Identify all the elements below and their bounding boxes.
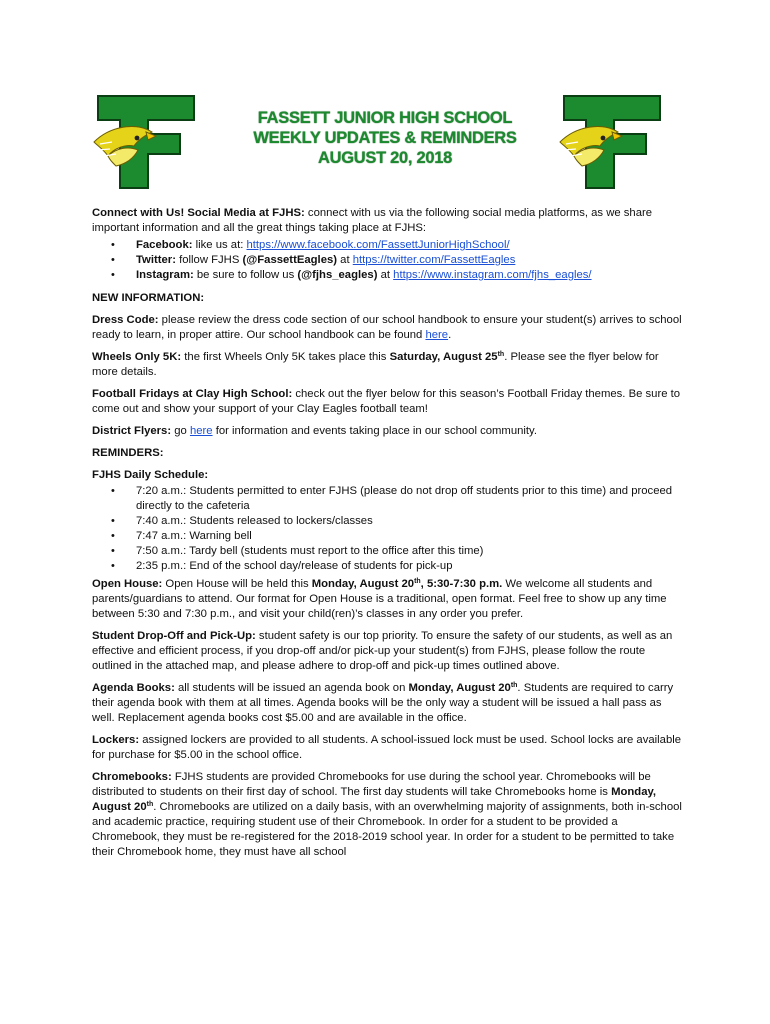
agenda-paragraph [92,681,682,726]
dress-code-end: . [448,329,452,341]
open-house-date-text: Monday, August 20 [311,578,415,590]
open-house-date-sup: th [414,578,421,585]
football-paragraph [92,387,682,417]
agenda-text: all students will be issued an agenda book on [174,682,409,694]
list-item-instagram [136,268,682,283]
chromebooks-end: . Chromebooks are utilized on a daily basis, with an overwhelming majority of assignments, both in-school and academic practice, requiring student use of their Chromebook. In order for a student to be provided a Chromebook, they must be re-registered for the 2018-2019 school year. In order for a student to be permitted to take their Chromebook home, they must have all school [92,801,682,858]
open-house-end: We welcome all students and parents/guardians to attend. Our format for Open House is a traditional, open format. Feel free to show up any time between 5:30 and 7:30 p.m., and visit your child(ren)’s classes in any order you prefer. [92,578,667,620]
dropoff-label: Student Drop-Off and Pick-Up: [92,630,256,642]
wheels-date-text: Saturday, August 25 [389,351,498,363]
instagram-handle: (@fjhs_eagles) [297,269,378,281]
dropoff-paragraph [92,629,682,674]
flyers-link[interactable]: here [189,425,213,437]
list-item-twitter [136,253,682,268]
twitter-text: follow FJHS [175,254,243,266]
agenda-date [409,682,518,694]
chromebooks-text: FJHS students are provided Chromebooks for use during the school year. Chromebooks will be distributed to students on their first day of school. The first day students will take Chromebooks home is [92,771,651,798]
handbook-link[interactable]: here [425,329,449,341]
open-house-label: Open House: [92,578,163,590]
eagle-f-logo-right [556,92,666,192]
lockers-label: Lockers: [92,734,140,746]
twitter-handle: (@FassettEagles) [242,254,338,266]
school-title: FASSETT JUNIOR HIGH SCHOOL [257,109,513,127]
eagle-f-logo-left [90,92,200,192]
wheels-text: the first Wheels Only 5K takes place this [181,351,390,363]
chromebooks-label: Chromebooks: [92,771,172,783]
flyers-text: go [171,425,190,437]
lockers-text: assigned lockers are provided to all students. A school-issued lock must be used. School locks are available for purchase for $5.00 in the school office. [92,734,682,761]
connect-text: connect with us via the following social media platforms, as we share important information and all the great things taking place at FJHS: [92,207,653,234]
wheels-date-sup: th [497,351,505,358]
instagram-label: Instagram: [136,269,194,281]
connect-label: Connect with Us! Social Media at FJHS: [92,207,305,219]
twitter-link[interactable]: https://twitter.com/FassettEagles [352,254,516,266]
open-house-date [312,578,503,590]
open-house-text: Open House will be held this [162,578,312,590]
instagram-text: be sure to follow us [193,269,298,281]
list-item: • 7:50 a.m.: Tardy bell (students must report to the office after this time) [136,544,682,559]
reminders-heading: REMINDERS: [92,447,164,459]
wheels-label: Wheels Only 5K: [92,351,182,363]
facebook-link[interactable]: https://www.facebook.com/FassettJuniorHighSchool/ [246,239,510,251]
facebook-label: Facebook: [136,239,193,251]
lockers-paragraph [92,733,682,763]
wheels-date [390,351,505,363]
title-block [200,108,570,168]
open-house-paragraph [92,577,682,622]
list-item: • 7:20 a.m.: Students permitted to enter FJHS (please do not drop off students prior to this time) and proceed directly to the cafeteria [136,484,682,514]
newsletter-body [92,206,682,867]
schedule-label-paragraph [92,468,682,483]
date-title: AUGUST 20, 2018 [318,149,452,167]
dress-code-paragraph [92,313,682,343]
list-item: • 7:40 a.m.: Students released to lockers/classes [136,514,682,529]
dress-code-label: Dress Code: [92,314,159,326]
football-label: Football Fridays at Clay High School: [92,388,293,400]
facebook-text: like us at: [192,239,247,251]
list-item: • 2:35 p.m.: End of the school day/release of students for pick-up [136,559,682,574]
connect-paragraph [92,206,682,236]
updates-title: WEEKLY UPDATES & REMINDERS [253,129,517,147]
instagram-link[interactable]: https://www.instagram.com/fjhs_eagles/ [393,269,592,281]
flyers-paragraph [92,424,682,439]
header [0,92,770,202]
flyers-end: for information and events taking place in our school community. [212,425,538,437]
wheels-end: . Please see the flyer below for more details. [92,351,659,378]
chromebooks-date-sup: th [146,801,154,808]
new-information-heading: NEW INFORMATION: [92,292,205,304]
open-house-time: , 5:30-7:30 p.m. [420,578,503,590]
instagram-mid: at [377,269,394,281]
daily-schedule-list [92,484,682,574]
agenda-label: Agenda Books: [92,682,175,694]
chromebooks-date-text: Monday, August 20 [92,786,657,813]
agenda-date-sup: th [510,682,518,689]
twitter-mid: at [337,254,353,266]
flyers-label: District Flyers: [92,425,172,437]
chromebooks-paragraph [92,770,682,860]
list-item-facebook [136,238,682,253]
list-item: • 7:47 a.m.: Warning bell [136,529,682,544]
dropoff-text: student safety is our top priority. To ensure the safety of our students, as well as an effective and efficient process, if you drop-off and/or pick-up your student(s) from FJHS, please follow the route outlined in the attached map, and please adhere to drop-off and pick-up times outlined above. [92,630,673,672]
schedule-label: FJHS Daily Schedule: [92,469,209,481]
social-media-list [92,238,682,283]
twitter-label: Twitter: [136,254,176,266]
agenda-date-text: Monday, August 20 [408,682,511,694]
agenda-end: . Students are required to carry their agenda book with them at all times. Agenda books will be the only way a student will be issued a hall pass as well. Replacement agenda books cost $5.00 and are available in the office. [92,682,674,724]
wheels-paragraph [92,350,682,380]
football-text: check out the flyer below for this season’s Football Friday themes. Be sure to come out and show your support of your Clay Eagles football team! [92,388,681,415]
dress-code-text: please review the dress code section of our school handbook to ensure your student(s) arrives to school ready to learn, in proper attire. Our school handbook can be found [92,314,682,341]
